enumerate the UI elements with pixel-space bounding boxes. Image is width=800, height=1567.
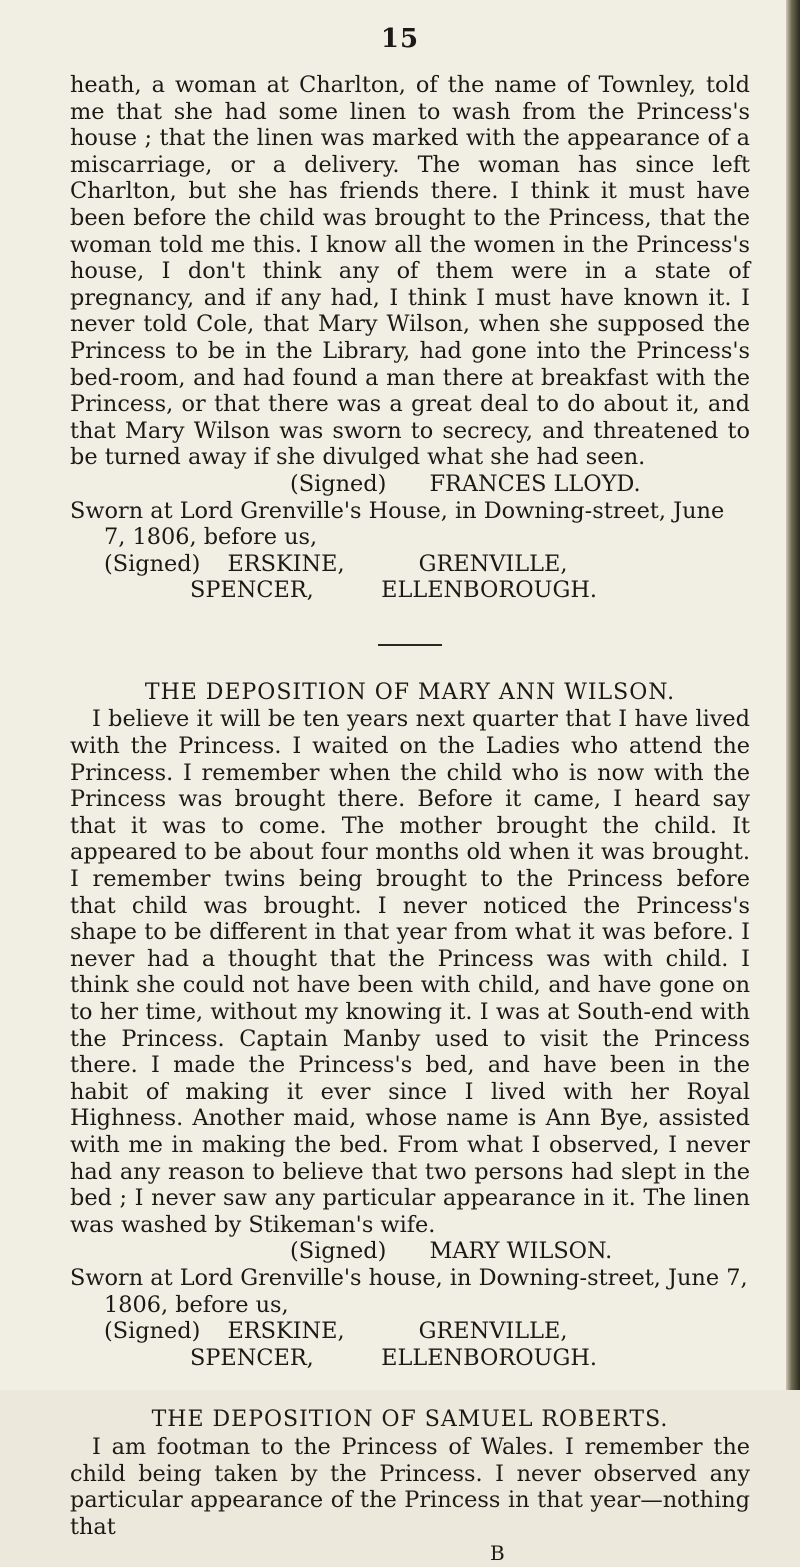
text-column — [70, 72, 750, 1567]
signature-mark: B — [490, 1541, 505, 1566]
lloyd-signed-label: (Signed) — [290, 470, 387, 497]
lloyd-witnesses-row2 — [70, 577, 750, 604]
wilson-sworn-line: Sworn at Lord Grenville's house, in Downing-street, June 7, 1806, before us, — [70, 1264, 748, 1318]
wilson-signature — [70, 1238, 750, 1265]
book-edge — [786, 0, 800, 1390]
wilson-deposition-text: I believe it will be ten years next quarter that I have lived with the Princess. I waited on the Ladies who attend the Princess. I remember when the child who is now with the Princess was brought there. Before it came, I heard say that it was to come. The mother brought the child. It appeared to be about four months old when it was brought. I remember twins being brought to the Princess before that child was brought. I never noticed the Princess's shape to be different in that year from what it was before. I never had a thought that the Princess was with child. I think she could not have been with child, and have gone on to her time, without my knowing it. I was at South-end with the Princess. Captain Manby used to visit the Princess there. I made the Princess's bed, and have been in the habit of making it ever since I lived with her Royal Highness. Another maid, whose name is Ann Bye, assisted with me in making the bed. From what I observed, I never had any reason to believe that two persons had slept in the bed ; I never saw any particular appearance in it. The linen was washed by Stikeman's wife. — [70, 706, 750, 1238]
wilson-witness-signed: (Signed) — [104, 1318, 201, 1345]
page-number: 15 — [380, 24, 420, 54]
wilson-witness-spencer: SPENCER, — [190, 1344, 314, 1371]
lloyd-witness-erskine: ERSKINE, — [227, 550, 345, 577]
lloyd-witness-ellenborough: ELLENBOROUGH. — [381, 577, 597, 604]
lloyd-witnesses-row1 — [70, 551, 750, 578]
lloyd-signed-name: FRANCES LLOYD. — [429, 470, 641, 497]
section-divider — [378, 644, 442, 646]
roberts-heading: THE DEPOSITION OF SAMUEL ROBERTS. — [151, 1407, 669, 1433]
wilson-witnesses-row2 — [70, 1345, 750, 1372]
wilson-heading: THE DEPOSITION OF MARY ANN WILSON. — [144, 679, 676, 705]
lloyd-witness-signed: (Signed) — [104, 550, 201, 577]
wilson-witness-grenville: GRENVILLE, — [418, 1318, 568, 1345]
wilson-witnesses-row1 — [70, 1318, 750, 1345]
lloyd-witness-spencer: SPENCER, — [190, 577, 314, 604]
lloyd-signature — [70, 471, 750, 498]
roberts-deposition-text: I am footman to the Princess of Wales. I remember the child being taken by the Princess. I never observed any particular appearance of the Princess in that year—nothing that — [70, 1433, 750, 1540]
lloyd-sworn-line: Sworn at Lord Grenville's House, in Downing-street, June 7, 1806, before us, — [70, 497, 725, 551]
wilson-witness-erskine: ERSKINE, — [227, 1318, 345, 1345]
lloyd-witness-grenville: GRENVILLE, — [418, 550, 568, 577]
wilson-witness-ellenborough: ELLENBOROUGH. — [381, 1344, 597, 1371]
lloyd-deposition-text: heath, a woman at Charlton, of the name of Townley, told me that she had some linen to wash from the Princess's house ; that the linen was marked with the appearance of a miscarriage, or a delivery. The woman has since left Charlton, but she has friends there. I think it must have been before the child was brought to the Princess, that the woman told me this. I know all the women in the Princess's house, I don't think any of them were in a state of pregnancy, and if any had, I think I must have known it. I never told Cole, that Mary Wilson, when she supposed the Princess to be in the Library, had gone into the Princess's bed-room, and had found a man there at breakfast with the Princess, or that there was a great deal to do about it, and that Mary Wilson was sworn to secrecy, and threatened to be turned away if she divulged what she had seen. — [70, 72, 750, 471]
wilson-signed-name: MARY WILSON. — [429, 1238, 613, 1265]
wilson-signed-label: (Signed) — [290, 1238, 387, 1265]
